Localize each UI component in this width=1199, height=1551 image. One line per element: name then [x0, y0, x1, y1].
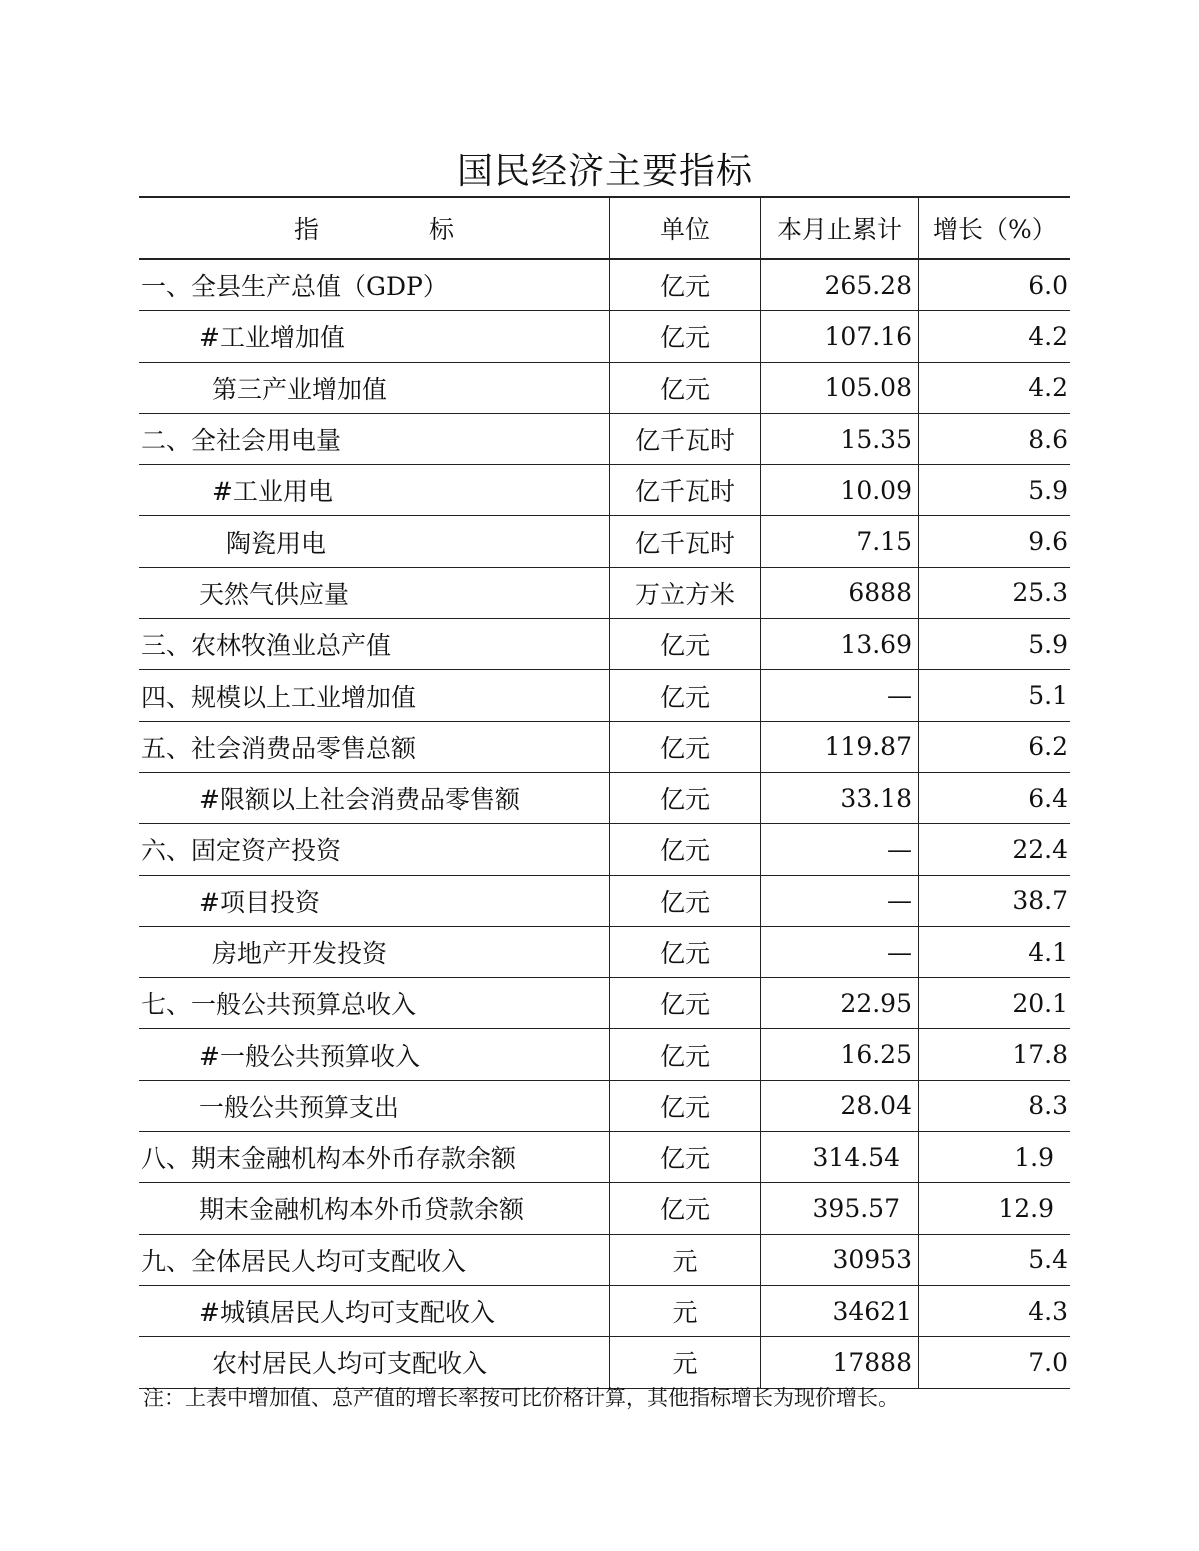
table-row — [139, 1183, 1070, 1234]
row-name: 房地产开发投资 — [212, 939, 388, 968]
row-name: 六、固定资产投资 — [141, 836, 342, 866]
row-value: 34621 — [760, 1286, 918, 1336]
row-name: 二、全社会用电量 — [141, 426, 342, 456]
row-name: 五、社会消费品零售总额 — [141, 733, 417, 763]
table-row — [139, 1337, 1070, 1388]
row-value: 30953 — [760, 1235, 918, 1285]
table-row — [139, 1286, 1070, 1337]
header-growth: 增长（%） — [918, 198, 1070, 258]
row-unit: 亿元 — [609, 1081, 760, 1131]
row-value: — — [760, 876, 918, 926]
table-row — [139, 465, 1070, 516]
row-name: 三、农林牧渔业总产值 — [141, 631, 392, 661]
row-value: 13.69 — [760, 619, 918, 669]
row-growth: 5.9 — [918, 465, 1070, 515]
row-name: 九、全体居民人均可支配收入 — [141, 1246, 467, 1276]
table-row — [139, 311, 1070, 362]
table-header-row — [139, 198, 1070, 260]
row-unit: 亿元 — [609, 363, 760, 413]
row-unit: 亿元 — [609, 876, 760, 926]
row-growth: 25.3 — [918, 568, 1070, 618]
row-growth: 4.2 — [918, 311, 1070, 361]
row-value: 265.28 — [760, 260, 918, 310]
header-cumulative: 本月止累计 — [760, 198, 918, 258]
row-value: 6888 — [760, 568, 918, 618]
row-growth: 5.4 — [918, 1235, 1070, 1285]
row-growth: 22.4 — [918, 824, 1070, 874]
row-name: 七、一般公共预算总收入 — [141, 990, 417, 1020]
row-name: #项目投资 — [199, 887, 320, 917]
row-name: 八、期末金融机构本外币存款余额 — [141, 1144, 517, 1174]
row-unit: 亿千瓦时 — [609, 414, 760, 464]
row-growth: 4.2 — [918, 363, 1070, 413]
table-row — [139, 824, 1070, 875]
row-value: 119.87 — [760, 722, 918, 772]
table-row — [139, 773, 1070, 824]
row-growth: 1.9 — [918, 1132, 1070, 1182]
row-growth: 5.9 — [918, 619, 1070, 669]
row-unit: 亿千瓦时 — [609, 465, 760, 515]
header-indicator-char-1: 指 — [293, 215, 319, 244]
row-unit: 亿元 — [609, 1029, 760, 1079]
row-growth: 17.8 — [918, 1029, 1070, 1079]
row-growth: 4.3 — [918, 1286, 1070, 1336]
row-value: 17888 — [760, 1337, 918, 1387]
row-growth: 4.1 — [918, 927, 1070, 977]
row-unit: 亿千瓦时 — [609, 516, 760, 566]
row-name: #工业增加值 — [199, 323, 345, 353]
row-growth: 6.0 — [918, 260, 1070, 310]
row-growth: 6.2 — [918, 722, 1070, 772]
row-name: 期末金融机构本外币贷款余额 — [199, 1195, 525, 1225]
table-row — [139, 568, 1070, 619]
row-growth: 20.1 — [918, 978, 1070, 1028]
row-growth: 5.1 — [918, 670, 1070, 720]
row-growth: 6.4 — [918, 773, 1070, 823]
row-name: 农村居民人均可支配收入 — [212, 1349, 488, 1379]
row-value: — — [760, 927, 918, 977]
row-value: 28.04 — [760, 1081, 918, 1131]
row-name: #城镇居民人均可支配收入 — [199, 1298, 495, 1328]
row-value: 7.15 — [760, 516, 918, 566]
row-unit: 万立方米 — [609, 568, 760, 618]
row-growth: 38.7 — [918, 876, 1070, 926]
row-value: — — [760, 670, 918, 720]
table-row — [139, 1081, 1070, 1132]
row-name: #一般公共预算收入 — [199, 1041, 420, 1071]
row-unit: 亿元 — [609, 978, 760, 1028]
row-unit: 亿元 — [609, 722, 760, 772]
row-value: 105.08 — [760, 363, 918, 413]
row-unit: 亿元 — [609, 311, 760, 361]
row-value: 33.18 — [760, 773, 918, 823]
row-name: 天然气供应量 — [199, 579, 350, 609]
row-unit: 亿元 — [609, 670, 760, 720]
row-unit: 亿元 — [609, 1183, 760, 1233]
table-row — [139, 1029, 1070, 1080]
row-unit: 亿元 — [609, 927, 760, 977]
row-name: 陶瓷用电 — [226, 528, 327, 558]
row-unit: 亿元 — [609, 260, 760, 310]
table-row — [139, 722, 1070, 773]
table-row — [139, 927, 1070, 978]
header-indicator-char-2: 标 — [429, 215, 455, 244]
row-growth: 8.6 — [918, 414, 1070, 464]
header-unit: 单位 — [609, 198, 760, 258]
indicator-table — [139, 196, 1070, 1389]
table-row — [139, 978, 1070, 1029]
row-name: 一、全县生产总值（GDP） — [141, 272, 448, 302]
table-row — [139, 670, 1070, 721]
row-value: 107.16 — [760, 311, 918, 361]
table-row — [139, 1235, 1070, 1286]
row-value: 15.35 — [760, 414, 918, 464]
footnote: 注：上表中增加值、总产值的增长率按可比价格计算，其他指标增长为现价增长。 — [143, 1386, 899, 1410]
row-unit: 亿元 — [609, 619, 760, 669]
row-unit: 元 — [609, 1337, 760, 1387]
table-row — [139, 414, 1070, 465]
row-value: 10.09 — [760, 465, 918, 515]
table-row — [139, 363, 1070, 414]
table-row — [139, 516, 1070, 567]
row-name: 第三产业增加值 — [212, 374, 388, 404]
row-value: — — [760, 824, 918, 874]
row-name: #工业用电 — [212, 477, 333, 507]
row-value: 16.25 — [760, 1029, 918, 1079]
row-value: 314.54 — [760, 1132, 918, 1182]
row-growth: 12.9 — [918, 1183, 1070, 1233]
row-name: 四、规模以上工业增加值 — [141, 682, 417, 712]
row-unit: 亿元 — [609, 824, 760, 874]
row-growth: 8.3 — [918, 1081, 1070, 1131]
row-unit: 元 — [609, 1235, 760, 1285]
row-unit: 元 — [609, 1286, 760, 1336]
table-row — [139, 1132, 1070, 1183]
row-name: #限额以上社会消费品零售额 — [199, 785, 520, 815]
row-value: 395.57 — [760, 1183, 918, 1233]
row-unit: 亿元 — [609, 773, 760, 823]
page-title: 国民经济主要指标 — [456, 151, 753, 192]
row-unit: 亿元 — [609, 1132, 760, 1182]
table-row — [139, 876, 1070, 927]
row-growth: 9.6 — [918, 516, 1070, 566]
table-row — [139, 260, 1070, 311]
row-name: 一般公共预算支出 — [199, 1092, 400, 1122]
row-growth: 7.0 — [918, 1337, 1070, 1387]
row-value: 22.95 — [760, 978, 918, 1028]
header-indicator — [139, 198, 609, 258]
table-row — [139, 619, 1070, 670]
